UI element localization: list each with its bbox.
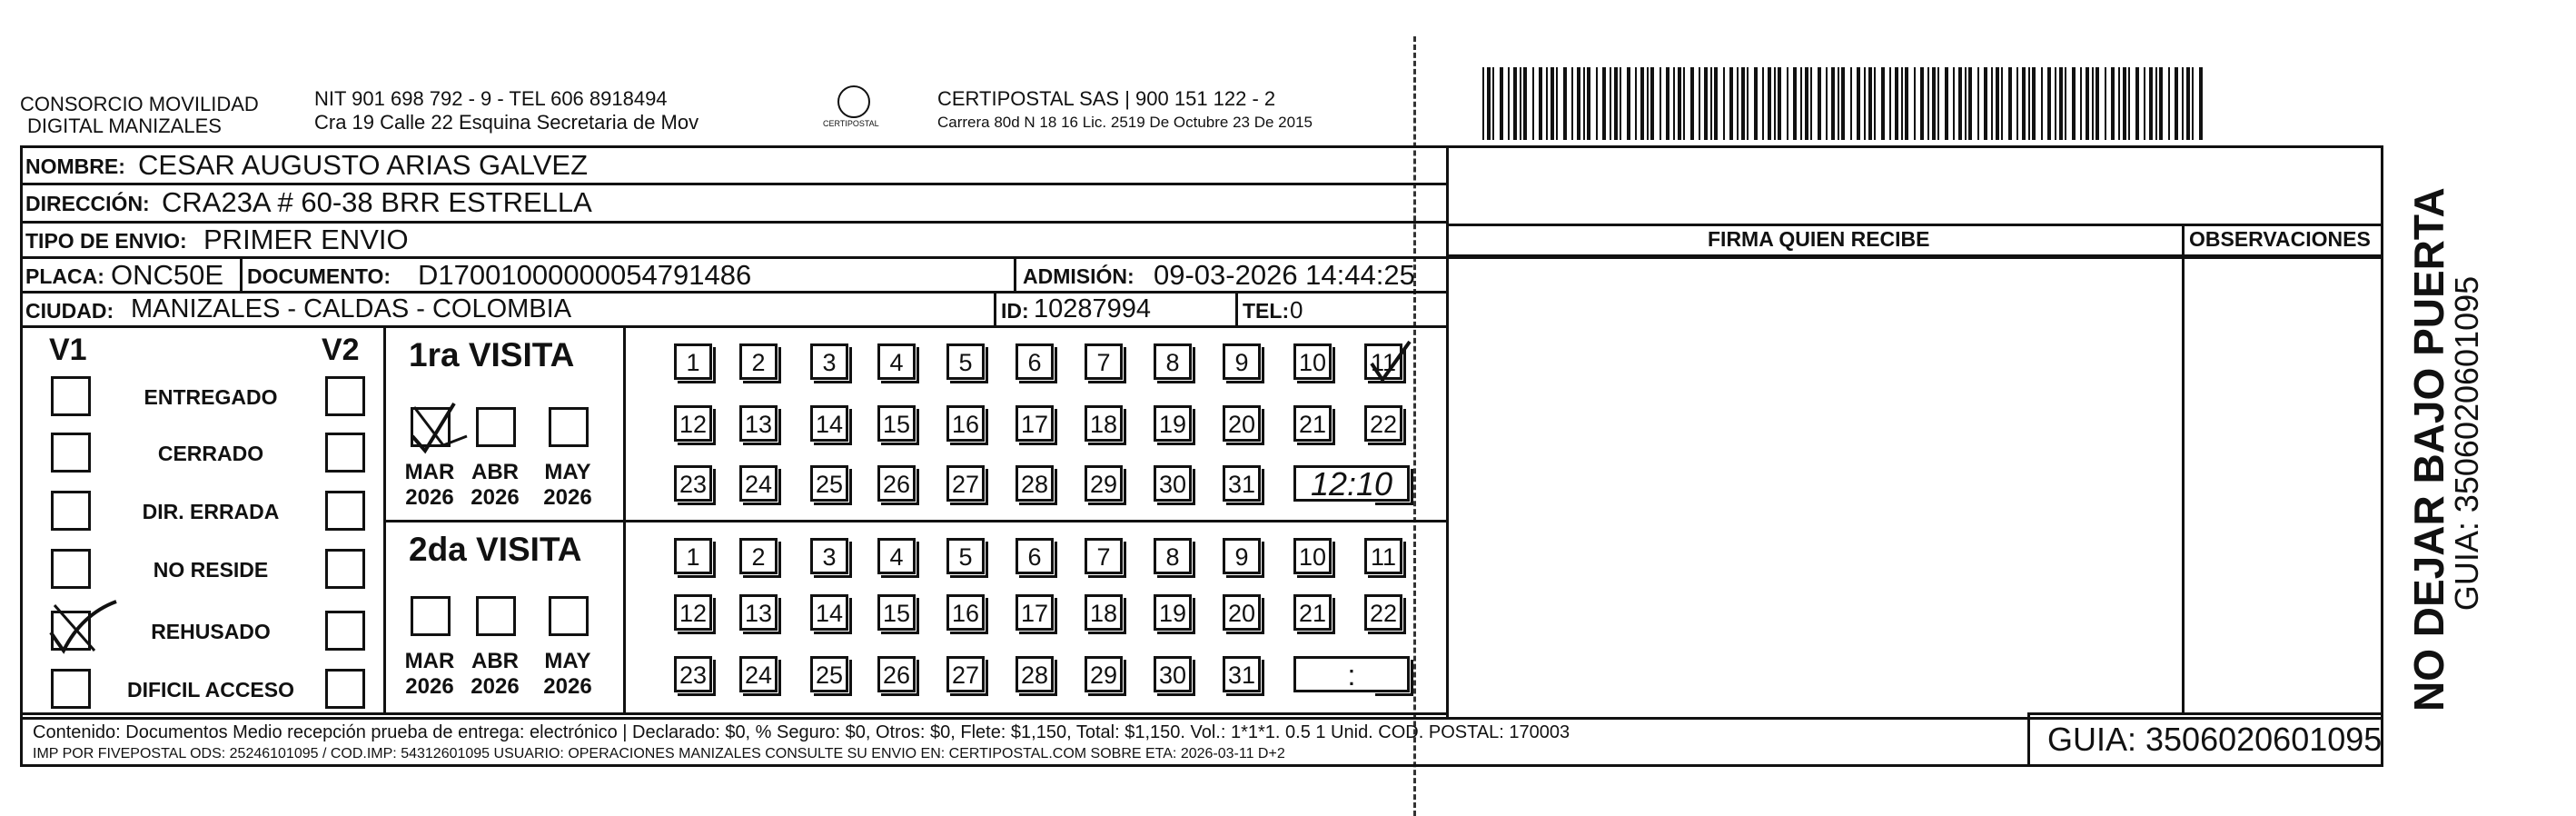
logo-text: CERTIPOSTAL bbox=[823, 119, 879, 128]
visit2-day-box[interactable]: 20 bbox=[1223, 594, 1261, 631]
visit1-day-box[interactable]: 30 bbox=[1154, 465, 1192, 502]
carrier-address: Carrera 80d N 18 16 Lic. 2519 De Octubre 23 De 2015 bbox=[937, 114, 1313, 131]
status-option-label: NO RESIDE bbox=[153, 558, 269, 582]
visit2-day-box[interactable]: 2 bbox=[739, 538, 778, 574]
shipment-type: PRIMER ENVIO bbox=[203, 224, 409, 255]
v2-checkbox[interactable] bbox=[325, 491, 365, 531]
visit2-day-box[interactable]: 4 bbox=[877, 538, 916, 574]
plate-label: PLACA: bbox=[25, 264, 104, 288]
status-option-label: DIFICIL ACCESO bbox=[126, 678, 294, 702]
visit2-day-box[interactable]: 18 bbox=[1085, 594, 1123, 631]
company-name-line1: CONSORCIO MOVILIDAD bbox=[20, 93, 259, 115]
address-label: DIRECCIÓN: bbox=[25, 192, 150, 215]
visit1-day-box[interactable]: 28 bbox=[1016, 465, 1054, 502]
visit2-day-box[interactable]: 12 bbox=[674, 594, 712, 631]
visit2-day-box[interactable]: 30 bbox=[1154, 656, 1192, 692]
v1-checkbox[interactable] bbox=[51, 376, 91, 416]
status-option-label: CERRADO bbox=[157, 442, 264, 465]
visit2-day-box[interactable]: 8 bbox=[1154, 538, 1192, 574]
document-value: D17001000000054791486 bbox=[418, 259, 752, 291]
v1-checkbox[interactable] bbox=[51, 549, 91, 589]
city-value: MANIZALES - CALDAS - COLOMBIA bbox=[131, 294, 572, 323]
visit2-day-box[interactable]: 23 bbox=[674, 656, 712, 692]
visit2-day-box[interactable]: 3 bbox=[810, 538, 848, 574]
visit2-month-checkbox[interactable] bbox=[476, 596, 516, 636]
recipient-name: CESAR AUGUSTO ARIAS GALVEZ bbox=[138, 149, 589, 181]
visit2-day-box[interactable]: 26 bbox=[877, 656, 916, 692]
visit1-day-box[interactable]: 10 bbox=[1293, 343, 1332, 380]
observations-area[interactable] bbox=[2185, 258, 2380, 711]
visit1-day-box[interactable]: 25 bbox=[810, 465, 848, 502]
visit1-day-box[interactable]: 19 bbox=[1154, 405, 1192, 442]
visit1-title: 1ra VISITA bbox=[409, 336, 575, 373]
visit1-month-checkbox[interactable] bbox=[476, 407, 516, 447]
visit2-month-checkbox[interactable] bbox=[411, 596, 451, 636]
visit2-day-box[interactable]: 17 bbox=[1016, 594, 1054, 631]
visit1-day-box[interactable]: 27 bbox=[946, 465, 985, 502]
plate-value: ONC50E bbox=[111, 259, 224, 291]
visit2-day-box[interactable]: 14 bbox=[810, 594, 848, 631]
visit1-day-box[interactable]: 13 bbox=[739, 405, 778, 442]
visit2-day-box[interactable]: 25 bbox=[810, 656, 848, 692]
visit1-day-box[interactable]: 6 bbox=[1016, 343, 1054, 380]
visit2-day-box[interactable]: 21 bbox=[1293, 594, 1332, 631]
visit1-day-box[interactable]: 16 bbox=[946, 405, 985, 442]
v2-checkbox[interactable] bbox=[325, 611, 365, 651]
visit1-month-label: ABR 2026 bbox=[471, 460, 520, 510]
visit2-day-box[interactable]: 24 bbox=[739, 656, 778, 692]
tel-label: TEL: bbox=[1243, 299, 1290, 323]
visit1-day-box[interactable]: 2 bbox=[739, 343, 778, 380]
visit1-day-box[interactable]: 1 bbox=[674, 343, 712, 380]
visit1-month-label: MAY 2026 bbox=[543, 460, 592, 510]
visit1-month-checkbox[interactable] bbox=[549, 407, 589, 447]
v2-header: V2 bbox=[322, 333, 360, 367]
footer-guia: GUIA: 3506020601095 bbox=[2047, 721, 2383, 758]
v2-checkbox[interactable] bbox=[325, 669, 365, 709]
company-nit: NIT 901 698 792 - 9 - TEL 606 8918494 bbox=[314, 87, 668, 110]
visit2-day-box[interactable]: 19 bbox=[1154, 594, 1192, 631]
signature-label: FIRMA QUIEN RECIBE bbox=[1708, 227, 1930, 251]
v1-header: V1 bbox=[49, 333, 87, 367]
city-label: CIUDAD: bbox=[25, 299, 114, 323]
visit2-day-box[interactable]: 1 bbox=[674, 538, 712, 574]
visit1-day-box[interactable]: 11 bbox=[1364, 343, 1402, 380]
visit2-time: : bbox=[1293, 656, 1410, 692]
visit2-month-label: MAY 2026 bbox=[543, 649, 592, 699]
v1-checkbox[interactable] bbox=[51, 669, 91, 709]
status-option-label: REHUSADO bbox=[151, 620, 271, 643]
document-label: DOCUMENTO: bbox=[247, 264, 391, 288]
v2-checkbox[interactable] bbox=[325, 376, 365, 416]
visit2-day-box[interactable]: 31 bbox=[1223, 656, 1261, 692]
footer-frame bbox=[20, 712, 2383, 767]
id-value: 10287994 bbox=[1034, 294, 1152, 323]
check-mark-icon bbox=[45, 596, 122, 656]
visit2-day-box[interactable]: 5 bbox=[946, 538, 985, 574]
carrier-name: CERTIPOSTAL SAS | 900 151 122 - 2 bbox=[937, 87, 1276, 110]
visit1-day-box[interactable]: 24 bbox=[739, 465, 778, 502]
footer-content: Contenido: Documentos Medio recepción prueba de entrega: electrónico | Declarado: $0, % Seguro: $0, Otros: $0, Flete: $1,150, Total: $1,150. Vol.: 1*1*1. 0.5 1 Unid. COD. POSTAL: 170003 bbox=[33, 722, 1570, 742]
visit1-day-box[interactable]: 26 bbox=[877, 465, 916, 502]
admission-value: 09-03-2026 14:44:25 bbox=[1154, 259, 1415, 291]
visit1-day-box[interactable]: 14 bbox=[810, 405, 848, 442]
observations-label: OBSERVACIONES bbox=[2189, 227, 2371, 251]
visit1-day-box[interactable]: 31 bbox=[1223, 465, 1261, 502]
visit2-day-box[interactable]: 28 bbox=[1016, 656, 1054, 692]
visit1-day-box[interactable]: 3 bbox=[810, 343, 848, 380]
v1-checkbox[interactable] bbox=[51, 491, 91, 531]
visit2-title: 2da VISITA bbox=[409, 531, 582, 568]
side-warning: NO DEJAR BAJO PUERTA bbox=[2405, 187, 2452, 712]
visit1-time: 12:10 bbox=[1293, 465, 1410, 502]
day-check-mark-icon bbox=[1362, 336, 1417, 387]
shipment-type-label: TIPO DE ENVIO: bbox=[25, 229, 187, 253]
status-option-label: ENTREGADO bbox=[144, 385, 278, 409]
visit2-day-box[interactable]: 15 bbox=[877, 594, 916, 631]
visit1-day-box[interactable]: 20 bbox=[1223, 405, 1261, 442]
visit2-day-box[interactable]: 22 bbox=[1364, 594, 1402, 631]
barcode-icon bbox=[1482, 67, 2209, 140]
month-check-mark-icon bbox=[407, 400, 471, 454]
visit1-day-box[interactable]: 21 bbox=[1293, 405, 1332, 442]
visit1-day-box[interactable]: 7 bbox=[1085, 343, 1123, 380]
v1-checkbox[interactable] bbox=[51, 433, 91, 473]
admission-label: ADMISIÓN: bbox=[1023, 264, 1134, 288]
v2-checkbox[interactable] bbox=[325, 433, 365, 473]
visit2-month-label: MAR 2026 bbox=[404, 649, 455, 699]
tel-value: 0 bbox=[1290, 296, 1303, 323]
recipient-address: CRA23A # 60-38 BRR ESTRELLA bbox=[162, 186, 592, 218]
visit2-day-box[interactable]: 9 bbox=[1223, 538, 1261, 574]
visit2-month-label: ABR 2026 bbox=[471, 649, 520, 699]
name-label: NOMBRE: bbox=[25, 154, 125, 178]
visit1-day-box[interactable]: 5 bbox=[946, 343, 985, 380]
visit2-day-box[interactable]: 7 bbox=[1085, 538, 1123, 574]
visit1-day-box[interactable]: 17 bbox=[1016, 405, 1054, 442]
side-guia: GUIA: 3506020601095 bbox=[2448, 275, 2485, 612]
visit2-day-box[interactable]: 11 bbox=[1364, 538, 1402, 574]
visit1-day-box[interactable]: 23 bbox=[674, 465, 712, 502]
id-label: ID: bbox=[1001, 299, 1029, 323]
status-option-label: DIR. ERRADA bbox=[142, 500, 280, 523]
visit1-month-label: MAR 2026 bbox=[404, 460, 455, 510]
visit1-day-box[interactable]: 9 bbox=[1223, 343, 1261, 380]
visit2-month-checkbox[interactable] bbox=[549, 596, 589, 636]
visit2-day-box[interactable]: 27 bbox=[946, 656, 985, 692]
visit1-day-box[interactable]: 4 bbox=[877, 343, 916, 380]
footer-print-info: IMP POR FIVEPOSTAL ODS: 25246101095 / COD.IMP: 54312601095 USUARIO: OPERACIONES MANIZALES CONSULTE SU ENVIO EN: CERTIPOSTAL.COM SOBRE ETA: 2026-03-11 D+2 bbox=[33, 746, 1285, 761]
signature-area[interactable] bbox=[1450, 258, 2180, 711]
visit2-day-box[interactable]: 6 bbox=[1016, 538, 1054, 574]
visit2-day-box[interactable]: 16 bbox=[946, 594, 985, 631]
visit2-day-box[interactable]: 29 bbox=[1085, 656, 1123, 692]
visit1-day-box[interactable]: 15 bbox=[877, 405, 916, 442]
visit1-day-box[interactable]: 29 bbox=[1085, 465, 1123, 502]
visit1-day-box[interactable]: 18 bbox=[1085, 405, 1123, 442]
visit1-day-box[interactable]: 22 bbox=[1364, 405, 1402, 442]
company-address: Cra 19 Calle 22 Esquina Secretaria de Mov bbox=[314, 111, 699, 134]
visit2-day-box[interactable]: 10 bbox=[1293, 538, 1332, 574]
visit2-day-box[interactable]: 13 bbox=[739, 594, 778, 631]
visit1-day-box[interactable]: 8 bbox=[1154, 343, 1192, 380]
company-name-line2: DIGITAL MANIZALES bbox=[27, 114, 222, 137]
visit1-day-box[interactable]: 12 bbox=[674, 405, 712, 442]
v2-checkbox[interactable] bbox=[325, 549, 365, 589]
certipostal-logo-icon bbox=[837, 85, 870, 118]
